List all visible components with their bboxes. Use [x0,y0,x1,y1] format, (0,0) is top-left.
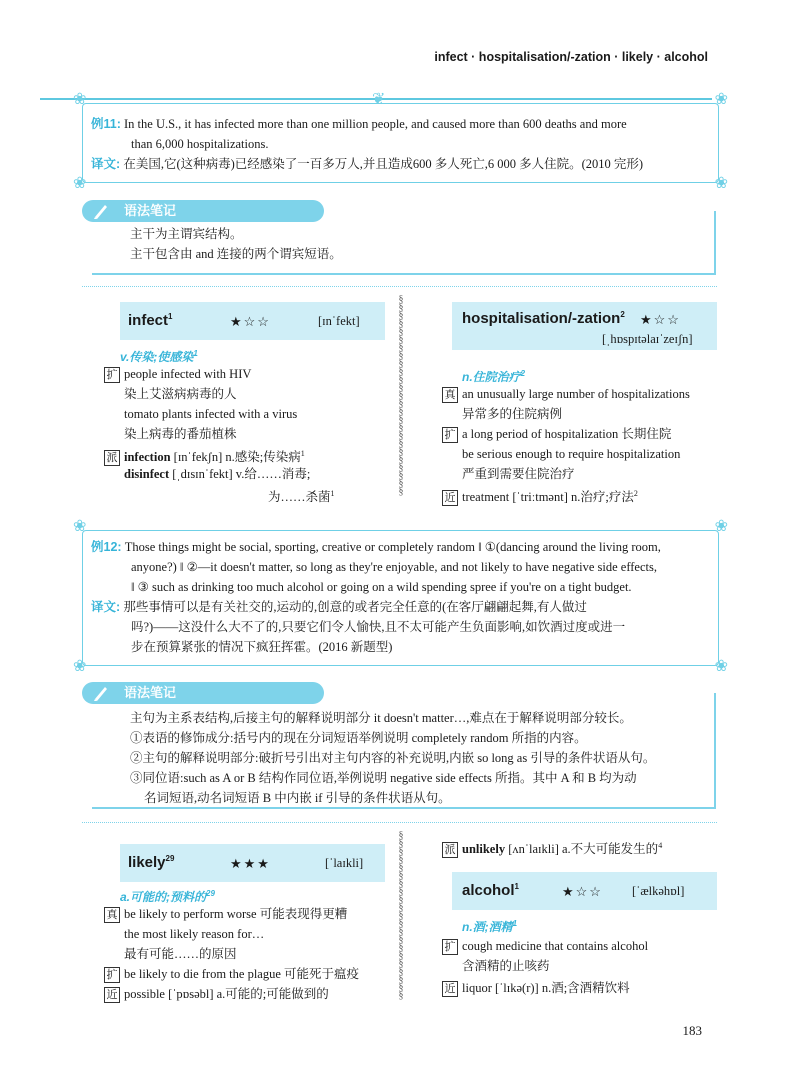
word-header [120,302,385,340]
frequency-stars: ★☆☆ [562,884,603,899]
entry-infect [82,302,387,505]
real-example-line: 最有可能……的原因 [124,947,237,961]
near-synonym-line: 近 liquor [ˈlɪkə(r)] n.酒;含酒精饮料 [442,978,630,998]
derivative-mark: 派 [442,842,458,858]
derivative-line: disinfect [ˌdɪsɪnˈfekt] v.给……消毒; [124,467,311,481]
example-12-zh-1: 译文: 那些事情可以是有关社交的,运动的,创意的或者完全任意的(在客厅翩翩起舞,有人做过 [91,600,587,614]
part-of-speech: n.酒;酒精$^1$ [462,919,518,934]
entry-unlikely: 派 unlikely [ʌnˈlaɪkli] a.不大可能发生的$^4$ [442,836,662,859]
phonetic: [ɪnˈfekt] [318,314,360,328]
extension-line: 扩 people infected with HIV [104,364,251,384]
example-12-en-2: anyone?) ‖ ②—it doesn't matter, so long as they're enjoyable, and not likely to have negative side effects, [131,560,657,574]
part-of-speech: a.可能的;预料的$^{29}$ [120,889,215,904]
extension-mark: 扩 [104,367,120,383]
entry-hospitalisation [420,302,720,505]
frequency-stars: ★★★ [230,856,271,871]
header-title: infect · hospitalisation/-zation · likely · alcohol [434,50,708,64]
example-12-en-1: 例12: Those things might be social, sporting, creative or completely random ‖ ①(dancing around the living room, [91,540,661,554]
translation-text: 在美国,它(这种病毒)已经感染了一百多万人,并且造成600 多人死亡,6 000 多人住院。(2010 完形) [123,157,644,171]
word-header [120,844,385,882]
page-header [0,30,800,108]
phonetic: [ˈlaɪkli] [325,856,364,870]
word-header [452,302,717,350]
note-title: 语法笔记 [82,200,324,222]
headword: infect$^1$ [128,312,173,329]
real-mark: 真 [104,907,120,923]
extension-line: 扩 be likely to die from the plague 可能死于瘟疫 [104,964,359,984]
extension-mark: 扩 [104,967,120,983]
note-line: 名词短语,动名词短语 B 中内嵌 if 引导的条件状语从句。 [144,791,451,805]
example-11-zh: 译文: 在美国,它(这种病毒)已经感染了一百多万人,并且造成600 多人死亡,6 000 多人住院。(2010 完形) [91,157,644,171]
translation-tag: 译文 [91,157,117,171]
extension-mark: 扩 [442,427,458,443]
phonetic: [ˈælkəhɒl] [632,884,685,898]
frequency-stars: ★☆☆ [230,314,271,329]
extension-line: 严重到需要住院治疗 [462,467,575,481]
near-mark: 近 [442,490,458,506]
example-12-zh-3: 步在预算紧张的情况下疯狂挥霍。(2016 新题型) [131,640,393,654]
extension-mark: 扩 [442,939,458,955]
extension-line: 含酒精的止咳药 [462,959,550,973]
near-mark: 近 [442,981,458,997]
near-synonym-line: 近 possible [ˈpɒsəbl] a.可能的;可能做到的 [104,984,329,1004]
real-example-line: 真 an unusually large number of hospitalizations [442,384,690,404]
headword: likely$^{29}$ [128,854,175,871]
example-11-en-1: 例11: In the U.S., it has infected more than one million people, and caused more than 600 deaths and more [91,117,627,131]
column-divider: §§§§§§§§§§§§§§§§§§§§§ [398,830,404,1001]
word-header [452,872,717,910]
example-11-box [73,91,728,192]
extension-line: 染上病毒的番茄植株 [124,427,237,441]
real-example-line: 异常多的住院病例 [462,407,563,421]
real-example-line: the most likely reason for… [124,927,265,941]
example-tag: 例11 [91,117,117,131]
part-of-speech: v.传染;使感染$^1$ [120,349,198,364]
derivative-mark: 派 [104,450,120,466]
extension-line: 扩 cough medicine that contains alcohol [442,936,648,956]
headword: alcohol$^1$ [462,882,519,899]
corner-ornament: ❀ [714,91,728,108]
grammar-note-1 [82,200,717,278]
example-12-zh-2: 吗?)——这没什么大不了的,只要它们令人愉快,且不太可能产生负面影响,如饮酒过度或进一 [131,620,626,634]
header-ornament: ❦ [372,91,386,108]
entry-alcohol [420,872,720,1002]
note-line: 主干包含由 and 连接的两个谓宾短语。 [130,247,342,261]
near-synonym-line: 近 treatment [ˈtriːtmənt] n.治疗;疗法$^2$ [442,484,638,507]
note-title: 语法笔记 [82,682,324,704]
example-12-en-3: ‖ ③ such as drinking too much alcohol or going on a wild spending spree if you're on a tight budget. [131,580,632,594]
frequency-stars: ★☆☆ [640,312,681,327]
example-12-box [73,518,728,675]
corner-ornament: ❀ [714,518,728,535]
corner-ornament: ❀ [73,175,87,192]
extension-line: 染上艾滋病病毒的人 [124,387,237,401]
example-text: Those things might be social, sporting, creative or completely random ‖ ①(dancing around the living room, [124,540,661,554]
note-line: 主句为主系表结构,后接主句的解释说明部分 it doesn't matter…,难点在于解释说明部分较长。 [130,711,632,725]
extension-line: tomato plants infected with a virus [124,407,298,421]
column-divider: §§§§§§§§§§§§§§§§§§§§§§§§§ [398,294,404,497]
near-mark: 近 [104,987,120,1003]
derivative-line: 派 infection [ɪnˈfekʃn] n.感染;传染病$^1$ [104,444,305,467]
extension-line: be serious enough to require hospitalization [462,447,681,461]
corner-ornament: ❀ [714,658,728,675]
page-number: 183 [682,1023,702,1038]
grammar-note-2 [82,682,717,812]
section-divider [82,286,717,287]
corner-ornament: ❀ [73,518,87,535]
example-11-en-2: than 6,000 hospitalizations. [131,137,269,151]
note-line: ①表语的修饰成分:括号内的现在分词短语举例说明 completely random 所指的内容。 [130,731,587,745]
example-tag: 例12 [91,540,118,554]
section-divider [82,822,717,823]
real-mark: 真 [442,387,458,403]
translation-text: 那些事情可以是有关社交的,运动的,创意的或者完全任意的(在客厅翩翩起舞,有人做过 [123,600,587,614]
note-line: ③同位语:such as A or B 结构作同位语,举例说明 negative side effects 所指。其中 A 和 B 均为动 [130,771,637,785]
note-line: 主干为主谓宾结构。 [130,227,243,241]
corner-ornament: ❀ [73,91,87,108]
corner-ornament: ❀ [73,658,87,675]
entry-likely [82,844,387,1004]
extension-line: 扩 a long period of hospitalization 长期住院 [442,424,671,444]
translation-tag: 译文 [91,600,117,614]
phonetic: [ˌhɒspɪtəlaɪˈzeɪʃn] [602,332,693,346]
real-example-line: 真 be likely to perform worse 可能表现得更糟 [104,904,347,924]
note-line: ②主句的解释说明部分:破折号引出对主句内容的补充说明,内嵌 so long as 引导的条件状语从句。 [130,751,656,765]
part-of-speech: n.住院治疗$^2$ [462,369,526,384]
derivative-line: 为……杀菌$^1$ [268,489,335,505]
example-text: In the U.S., it has infected more than one million people, and caused more than 600 deaths and more [124,117,627,131]
corner-ornament: ❀ [714,175,728,192]
headword: hospitalisation/-zation$^2$ [462,310,625,327]
